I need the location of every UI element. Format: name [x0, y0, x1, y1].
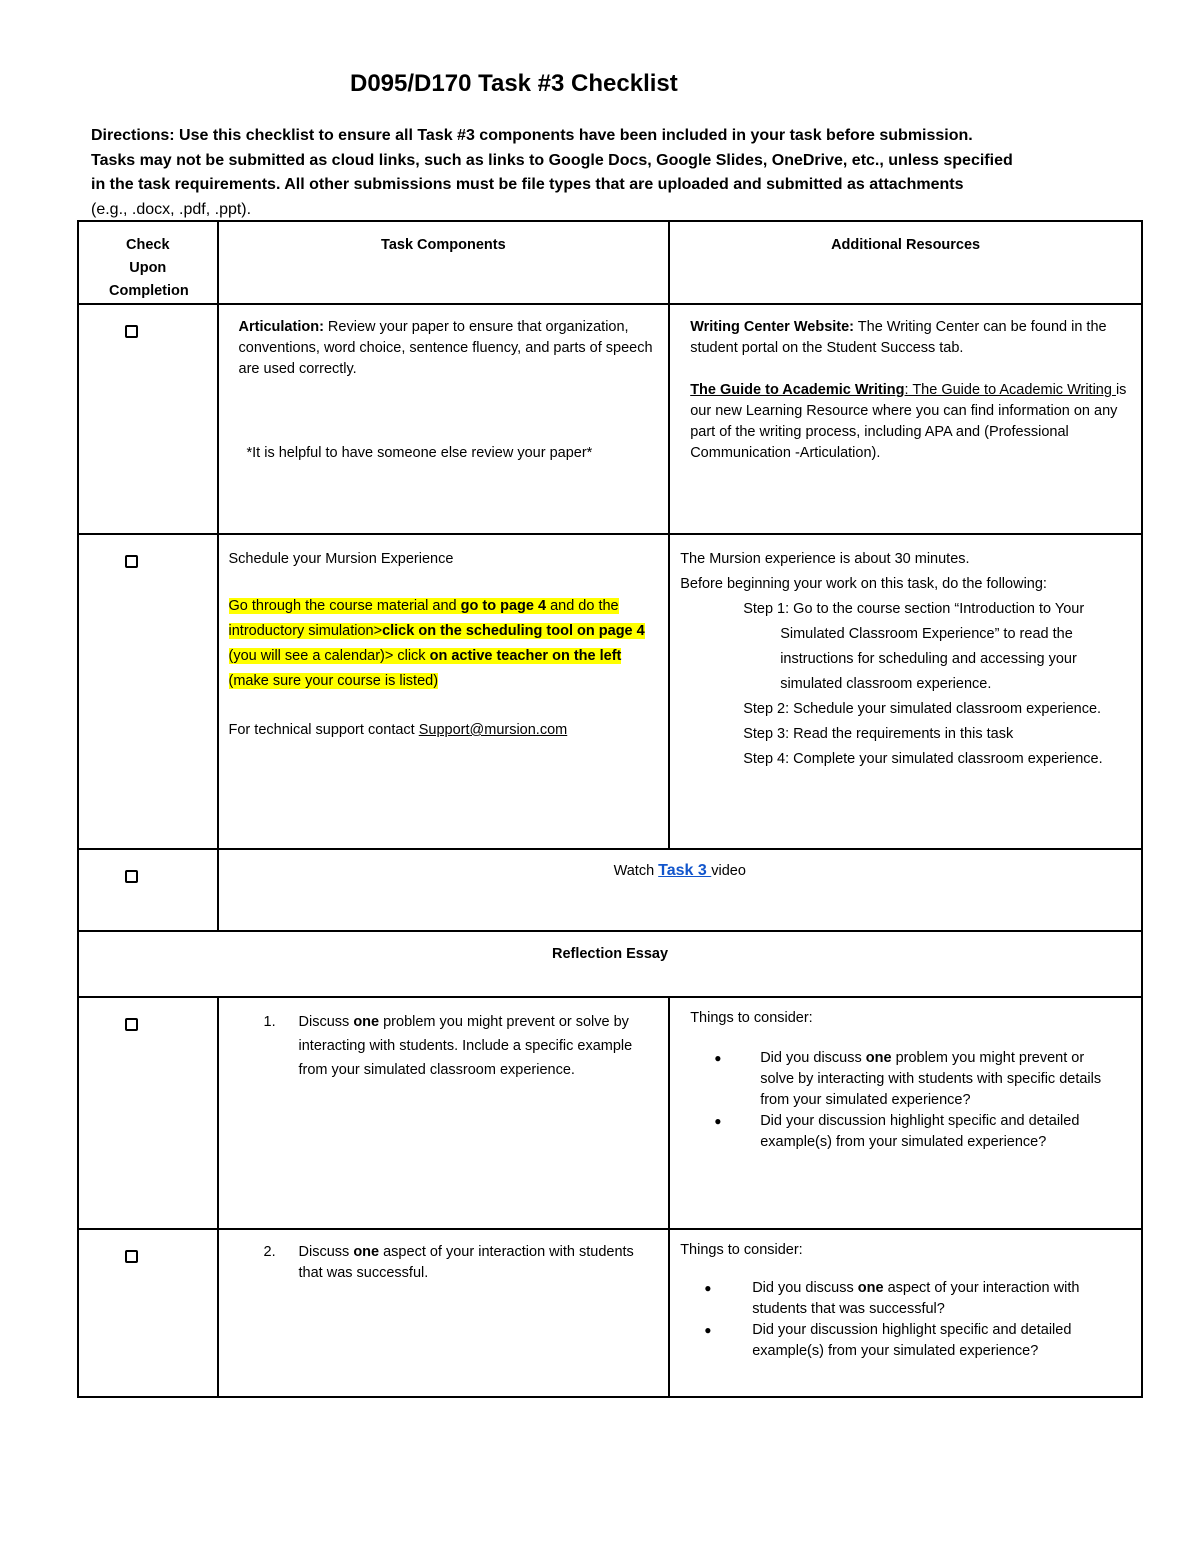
item-text: problem you might prevent or solve by interacting with students. Include a specific example from your simulated classroom experience. [298, 1014, 633, 1078]
checkbox[interactable] [125, 1018, 138, 1031]
consider-list [690, 1048, 1111, 1153]
consider-heading: Things to consider: [680, 1242, 803, 1258]
table-row [78, 304, 1142, 534]
highlighted-instructions [229, 594, 659, 694]
header-check: Check Upon Completion [78, 221, 218, 304]
list-item: Step 4: Complete your simulated classroom experience. [743, 751, 1103, 767]
support-email-link[interactable]: Support@mursion.com [418, 722, 568, 738]
articulation-label: Articulation: [238, 319, 324, 335]
item-number: 2. [263, 1244, 276, 1260]
task3-video-link[interactable]: Task 3 [658, 862, 712, 879]
item-bold: one [353, 1014, 380, 1030]
directions-line-3: in the task requirements. All other submissions must be file types that are uploaded and submitted as attachments [91, 176, 964, 193]
guide-text: is our new Learning Resource where you can find information on any part of the writing process, including APA and (Professional [690, 382, 1127, 440]
mursion-before: Before beginning your work on this task, do the following: [680, 576, 1047, 592]
highlight-text: Go through the course material and [228, 598, 461, 614]
highlight-bold: click on the scheduling tool on page 4 [382, 623, 645, 639]
list-item: ● Did you discuss one aspect of your interaction with students that was successful? [680, 1278, 1111, 1320]
guide-colon: : [904, 382, 909, 398]
guide-text-2: Communication -Articulation). [690, 445, 881, 461]
section-title: Reflection Essay [78, 931, 1142, 997]
mursion-duration: The Mursion experience is about 30 minutes. [680, 551, 970, 567]
list-item: Step 2: Schedule your simulated classroom experience. [743, 701, 1102, 717]
highlight-text: (make sure your course is listed) [228, 673, 439, 689]
resource-cell [669, 997, 1142, 1229]
highlight-text: (you will see a calendar)> click [228, 648, 430, 664]
guide-link[interactable]: The Guide to Academic Writing [908, 382, 1116, 398]
checkbox[interactable] [125, 555, 138, 568]
watch-cell [218, 849, 1142, 931]
support-text: For technical support contact [228, 722, 419, 738]
page-title: D095/D170 Task #3 Checklist [350, 70, 678, 97]
checkbox[interactable] [125, 325, 138, 338]
schedule-heading: Schedule your Mursion Experience [228, 551, 454, 567]
item-number: 1. [263, 1014, 276, 1030]
guide-paragraph [690, 380, 1131, 464]
guide-label: The Guide to Academic Writing [690, 382, 905, 398]
highlight-text: and do the introductory simulation> [228, 598, 619, 639]
consider-heading: Things to consider: [690, 1010, 813, 1026]
review-note: *It is helpful to have someone else review your paper* [246, 445, 593, 461]
list-item: Step 3: Read the requirements in this task [743, 726, 1014, 742]
table-row [78, 1229, 1142, 1397]
resource-cell [669, 304, 1142, 534]
section-row [78, 931, 1142, 997]
header-components: Task Components [218, 221, 670, 304]
table-row [78, 997, 1142, 1229]
header-resources: Additional Resources [669, 221, 1142, 304]
watch-text: Watch [613, 863, 659, 879]
highlight-bold: go to page 4 [460, 598, 547, 614]
list-item: ● Did your discussion highlight specific and detailed example(s) from your simulated experience? [680, 1320, 1111, 1362]
item-text: aspect of your interaction with students that was successful. [298, 1244, 634, 1281]
highlight-bold: on active teacher on the left [429, 648, 622, 664]
consider-list [680, 1278, 1111, 1362]
directions-line-2: Tasks may not be submitted as cloud links, such as links to Google Docs, Google Slides, OneDrive, etc., unless specified [91, 151, 1013, 169]
support-line [229, 718, 659, 743]
list-item: ● Did you discuss one problem you might prevent or solve by interacting with students with specific details from your simulated experience? [690, 1048, 1111, 1111]
item-text: Discuss [298, 1244, 354, 1260]
articulation-text: Review your paper to ensure that organization, conventions, word choice, sentence fluency, and parts of speech are used correctly. [238, 319, 653, 377]
numbered-item [229, 1242, 639, 1284]
numbered-item [229, 1010, 639, 1082]
checkbox[interactable] [125, 870, 138, 883]
component-cell [218, 534, 670, 849]
directions [91, 124, 1051, 222]
checklist-table [77, 220, 1143, 1398]
video-text: video [711, 863, 746, 879]
table-row [78, 849, 1142, 931]
steps-list [680, 597, 1131, 772]
directions-line-1: Directions: Use this checklist to ensure all Task #3 components have been included in your task before submission. [91, 127, 973, 144]
component-cell [218, 304, 670, 534]
writing-center-label: Writing Center Website: [690, 319, 855, 335]
checkbox[interactable] [125, 1250, 138, 1263]
table-row [78, 534, 1142, 849]
header-row [78, 221, 1142, 304]
resource-cell [669, 1229, 1142, 1397]
component-cell [218, 997, 670, 1229]
item-bold: one [353, 1244, 380, 1260]
list-item: Step 1: Go to the course section “Introduction to Your Simulated Classroom Experience” to read the instructions for scheduling and accessing your simulated classroom experience. [743, 601, 1085, 692]
writing-center-text: The Writing Center can be found in the student portal on the Student Success tab. [690, 319, 1107, 356]
directions-line-4: (e.g., .docx, .pdf, .ppt). [91, 200, 252, 218]
list-item: ● Did your discussion highlight specific and detailed example(s) from your simulated experience? [690, 1111, 1111, 1153]
resource-cell [669, 534, 1142, 849]
item-text: Discuss [298, 1014, 354, 1030]
component-cell [218, 1229, 670, 1397]
